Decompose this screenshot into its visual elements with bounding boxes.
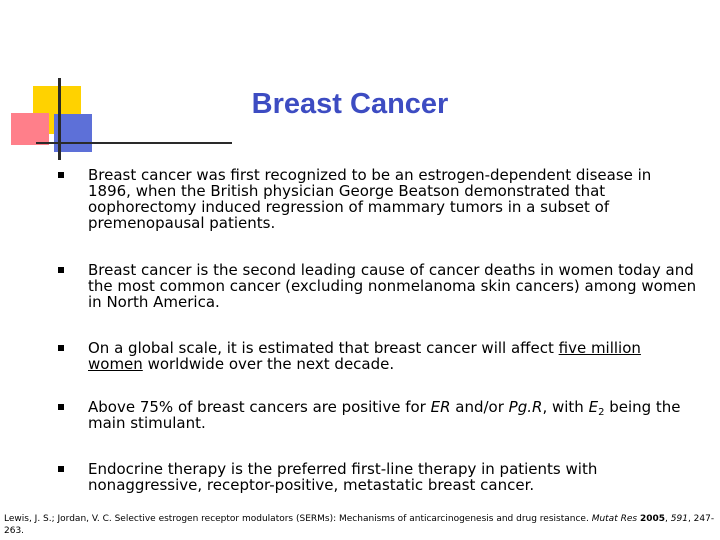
pgr-term: Pg.R <box>508 398 543 416</box>
bullet-text-mid: and/or <box>450 398 509 416</box>
er-term: ER <box>430 398 451 416</box>
bullet-marker-icon <box>58 345 64 351</box>
bullet-marker-icon <box>58 404 64 410</box>
slide-title: Breast Cancer <box>251 88 449 120</box>
decor-horizontal-line <box>36 142 232 144</box>
bullet-text-post: worldwide over the next decade. <box>142 355 395 373</box>
bullet-item <box>88 340 698 372</box>
estradiol-subscript: 2 <box>598 407 605 418</box>
bullet-text-pre: Above 75% of breast cancers are positive for <box>88 398 431 416</box>
bullet-text-pre: On a global scale, it is estimated that breast cancer will affect <box>88 339 559 357</box>
decor-vertical-line <box>58 78 61 160</box>
bullet-text-underlined: five million women <box>88 339 641 373</box>
decor-red-square <box>11 113 49 145</box>
bullet-text-post: being the main stimulant. <box>88 398 681 432</box>
citation-year: 2005 <box>639 514 666 524</box>
citation: Lewis, J. S.; Jordan, V. C. Selective estrogen receptor modulators (SERMs): Mechanisms of anticarcinogenesis and drug resistance. Mutat Res 2005, 591, 247-263. <box>4 514 715 536</box>
bullet-item <box>88 399 698 431</box>
bullet-marker-icon <box>58 172 64 178</box>
bullet-marker-icon <box>58 267 64 273</box>
citation-volume: 591 <box>670 514 688 524</box>
bullet-marker-icon <box>58 466 64 472</box>
citation-journal: Mutat Res <box>591 514 638 524</box>
bullet-text: Breast cancer is the second leading cause of cancer deaths in women today and the most common cancer (excluding nonmelanoma skin cancers) among women in North America. <box>88 261 697 311</box>
bullet-text: Endocrine therapy is the preferred first-line therapy in patients with nonaggressive, receptor-positive, metastatic breast cancer. <box>88 460 598 494</box>
estradiol-term: E <box>588 398 599 416</box>
bullet-item <box>88 461 698 493</box>
citation-pages: 247-263. <box>4 514 715 536</box>
bullet-item <box>88 262 698 310</box>
bullet-text-mid2: , with <box>542 398 589 416</box>
bullet-text: Breast cancer was first recognized to be an estrogen-dependent disease in 1896, when the British physician George Beatson demonstrated that oophorectomy induced regression of mammary tumors in a subset of premenopausal patients. <box>88 166 652 232</box>
citation-authors: Lewis, J. S.; Jordan, V. C. Selective estrogen receptor modulators (SERMs): Mechanisms of anticarcinogenesis and drug resistance. <box>4 514 592 524</box>
bullet-item <box>88 167 698 231</box>
